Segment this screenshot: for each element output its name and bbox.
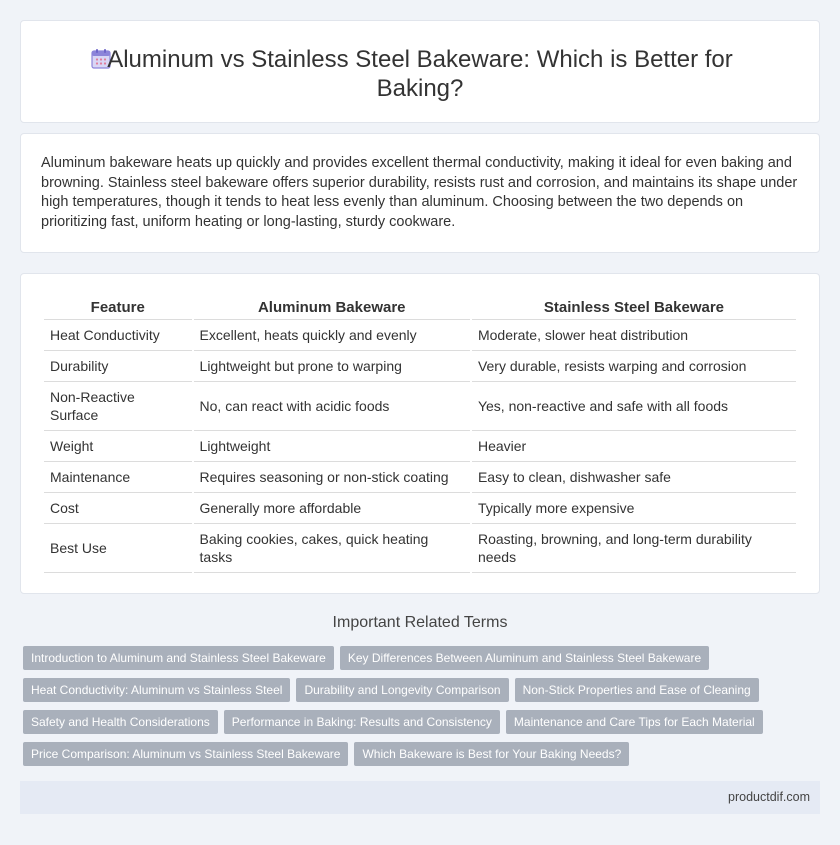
title-card [20,20,820,123]
related-term-link[interactable]: Maintenance and Care Tips for Each Material [506,710,763,734]
footer [20,781,820,814]
table-cell: Weight [44,431,192,462]
table-cell: Maintenance [44,462,192,493]
table-cell: Typically more expensive [472,493,796,524]
table-row [44,462,796,493]
table-row [44,382,796,431]
related-term-link[interactable]: Key Differences Between Aluminum and Stainless Steel Bakeware [340,646,709,670]
table-cell: Generally more affordable [194,493,470,524]
table-row [44,320,796,351]
table-row [44,493,796,524]
table-cell: Yes, non-reactive and safe with all foods [472,382,796,431]
table-cell: Lightweight but prone to warping [194,351,470,382]
tag-row [23,646,823,678]
table-row [44,524,796,573]
related-terms-heading: Important Related Terms [332,614,508,631]
tag-row [23,710,823,742]
related-term-link[interactable]: Non-Stick Properties and Ease of Cleaning [515,678,759,702]
table-cell: Very durable, resists warping and corrosion [472,351,796,382]
intro-paragraph: Aluminum bakeware heats up quickly and provides excellent thermal conductivity, making it ideal for even baking and browning. Stainless steel bakeware offers superior durability, resists rust and corrosion, and maintains its shape under high temperatures, though it tends to heat less evenly than aluminum. Choosing between the two depends on prioritizing fast, uniform heating or long-lasting, sturdy cookware. [41,155,798,230]
related-term-link[interactable]: Which Bakeware is Best for Your Baking Needs? [354,742,629,766]
comparison-card [20,273,820,594]
comparison-table [42,296,798,573]
intro-card [20,133,820,253]
related-term-link[interactable]: Heat Conductivity: Aluminum vs Stainless Steel [23,678,290,702]
table-header-stainless: Stainless Steel Bakeware [472,296,796,320]
related-term-link[interactable]: Performance in Baking: Results and Consistency [224,710,500,734]
related-term-link[interactable]: Price Comparison: Aluminum vs Stainless Steel Bakeware [23,742,348,766]
related-terms-list [23,646,823,774]
table-cell: Best Use [44,524,192,573]
table-cell: Excellent, heats quickly and evenly [194,320,470,351]
table-cell: Durability [44,351,192,382]
table-header-row [44,296,796,320]
table-cell: Roasting, browning, and long-term durability needs [472,524,796,573]
related-term-link[interactable]: Safety and Health Considerations [23,710,218,734]
table-cell: Cost [44,493,192,524]
tag-row [23,678,823,710]
table-cell: Easy to clean, dishwasher safe [472,462,796,493]
table-cell: Heat Conductivity [44,320,192,351]
table-cell: Baking cookies, cakes, quick heating tasks [194,524,470,573]
table-cell: Moderate, slower heat distribution [472,320,796,351]
footer-site-link[interactable]: productdif.com [728,790,810,804]
table-row [44,351,796,382]
table-header-feature: Feature [44,296,192,320]
table-header-aluminum: Aluminum Bakeware [194,296,470,320]
table-row [44,431,796,462]
table-cell: No, can react with acidic foods [194,382,470,431]
tag-row [23,742,823,774]
table-cell: Requires seasoning or non-stick coating [194,462,470,493]
related-term-link[interactable]: Durability and Longevity Comparison [296,678,508,702]
table-cell: Non-Reactive Surface [44,382,192,431]
table-cell: Heavier [472,431,796,462]
related-term-link[interactable]: Introduction to Aluminum and Stainless Steel Bakeware [23,646,334,670]
page-title: Aluminum vs Stainless Steel Bakeware: Which is Better for Baking? [107,46,733,102]
table-cell: Lightweight [194,431,470,462]
